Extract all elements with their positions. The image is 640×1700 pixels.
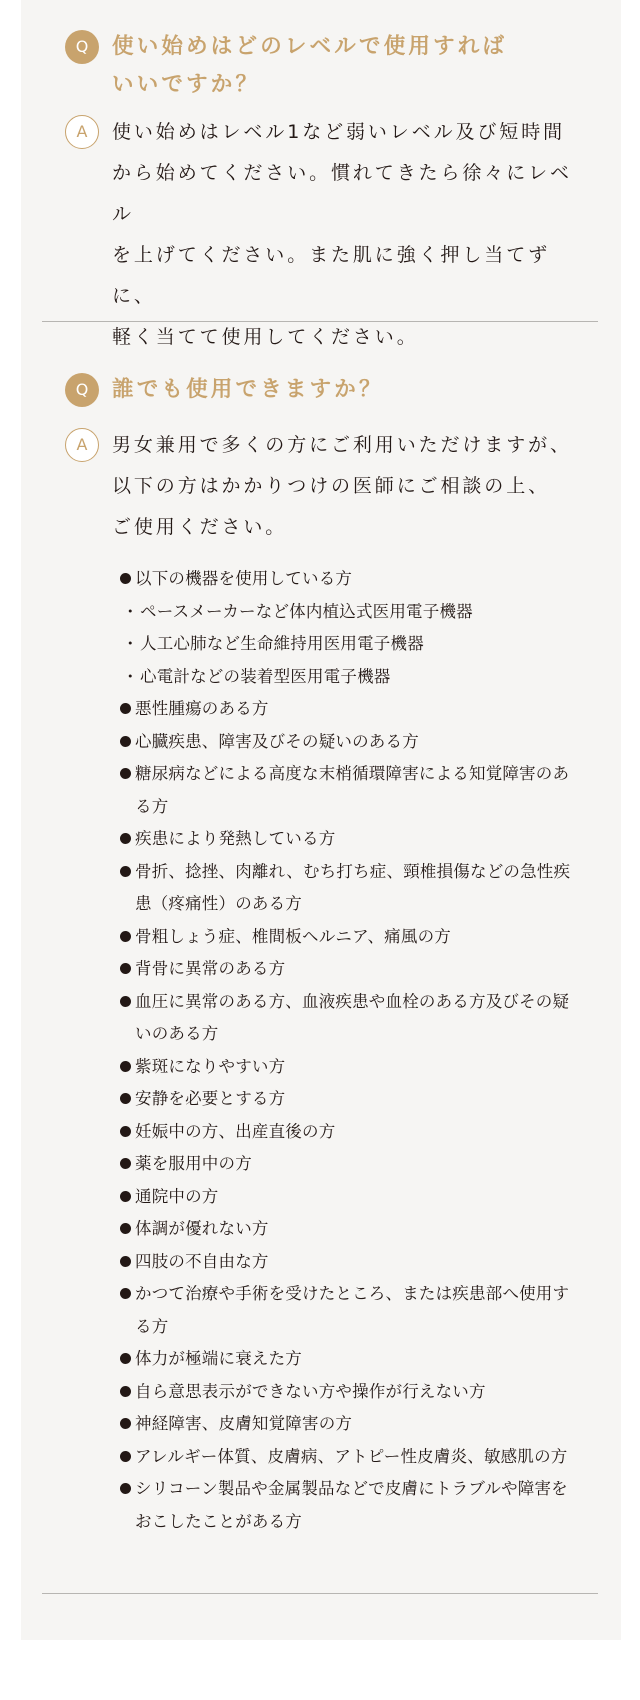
condition-item: 紫斑になりやすい方 [120,1051,580,1084]
condition-subitem: ・ 心電計などの装着型医用電子機器 [120,661,580,694]
condition-item: 妊娠中の方、出産直後の方 [120,1116,580,1149]
condition-subitem: ・ 人工心肺など生命維持用医用電子機器 [120,628,580,661]
condition-item: 薬を服用中の方 [120,1148,580,1181]
section-divider [42,1593,598,1594]
question-badge: Q [65,373,99,407]
section-divider [42,321,598,322]
question-text [112,28,562,104]
condition-item: 心臓疾患、障害及びその疑いのある方 [120,726,580,759]
condition-item: 背骨に異常のある方 [120,953,580,986]
condition-item: かつて治療や手術を受けたところ、または疾患部へ使用する方 [120,1278,580,1343]
condition-item: 四肢の不自由な方 [120,1246,580,1279]
condition-item: 安静を必要とする方 [120,1083,580,1116]
question-badge: Q [65,30,99,64]
condition-subitem: ・ ペースメーカーなど体内植込式医用電子機器 [120,596,580,629]
question-line: 使い始めはどのレベルで使用すれば [112,34,508,59]
answer-line: 以下の方はかかりつけの医師にご相談の上、 [112,475,551,497]
question-line: 誰でも使用できますか？ [112,377,384,402]
condition-item: 骨折、捻挫、肉離れ、むち打ち症、頸椎損傷などの急性疾患（疼痛性）のある方 [120,856,580,921]
answer-badge: A [65,428,99,462]
condition-item: 神経障害、皮膚知覚障害の方 [120,1408,580,1441]
question-text [112,371,562,409]
condition-item: 以下の機器を使用している方 [120,563,580,596]
answer-badge: A [65,115,99,149]
answer-line: ご使用ください。 [112,516,288,538]
answer-line: 男女兼用で多くの方にご利用いただけますが、 [112,434,572,456]
condition-item: アレルギー体質、皮膚病、アトピー性皮膚炎、敏感肌の方 [120,1441,580,1474]
answer-line: を上げてください。また肌に強く押し当てずに、 [112,244,551,307]
condition-item: 骨粗しょう症、椎間板ヘルニア、痛風の方 [120,921,580,954]
condition-item: 糖尿病などによる高度な末梢循環障害による知覚障害のある方 [120,758,580,823]
answer-line: 軽く当てて使用してください。 [112,326,419,348]
condition-item: 疾患により発熱している方 [120,823,580,856]
conditions-list [120,563,580,1538]
question-line: いいですか？ [112,72,261,97]
condition-item: 血圧に異常のある方、血液疾患や血栓のある方及びその疑いのある方 [120,986,580,1051]
answer-line: から始めてください。慣れてきたら徐々にレベル [112,162,572,225]
condition-item: 体調が優れない方 [120,1213,580,1246]
condition-item: 体力が極端に衰えた方 [120,1343,580,1376]
condition-item: シリコーン製品や金属製品などで皮膚にトラブルや障害をおこしたことがある方 [120,1473,580,1538]
answer-line: 使い始めはレベル1など弱いレベル及び短時間 [112,121,565,143]
answer-text [112,425,592,548]
condition-item: 自ら意思表示ができない方や操作が行えない方 [120,1376,580,1409]
condition-item: 悪性腫瘍のある方 [120,693,580,726]
condition-item: 通院中の方 [120,1181,580,1214]
